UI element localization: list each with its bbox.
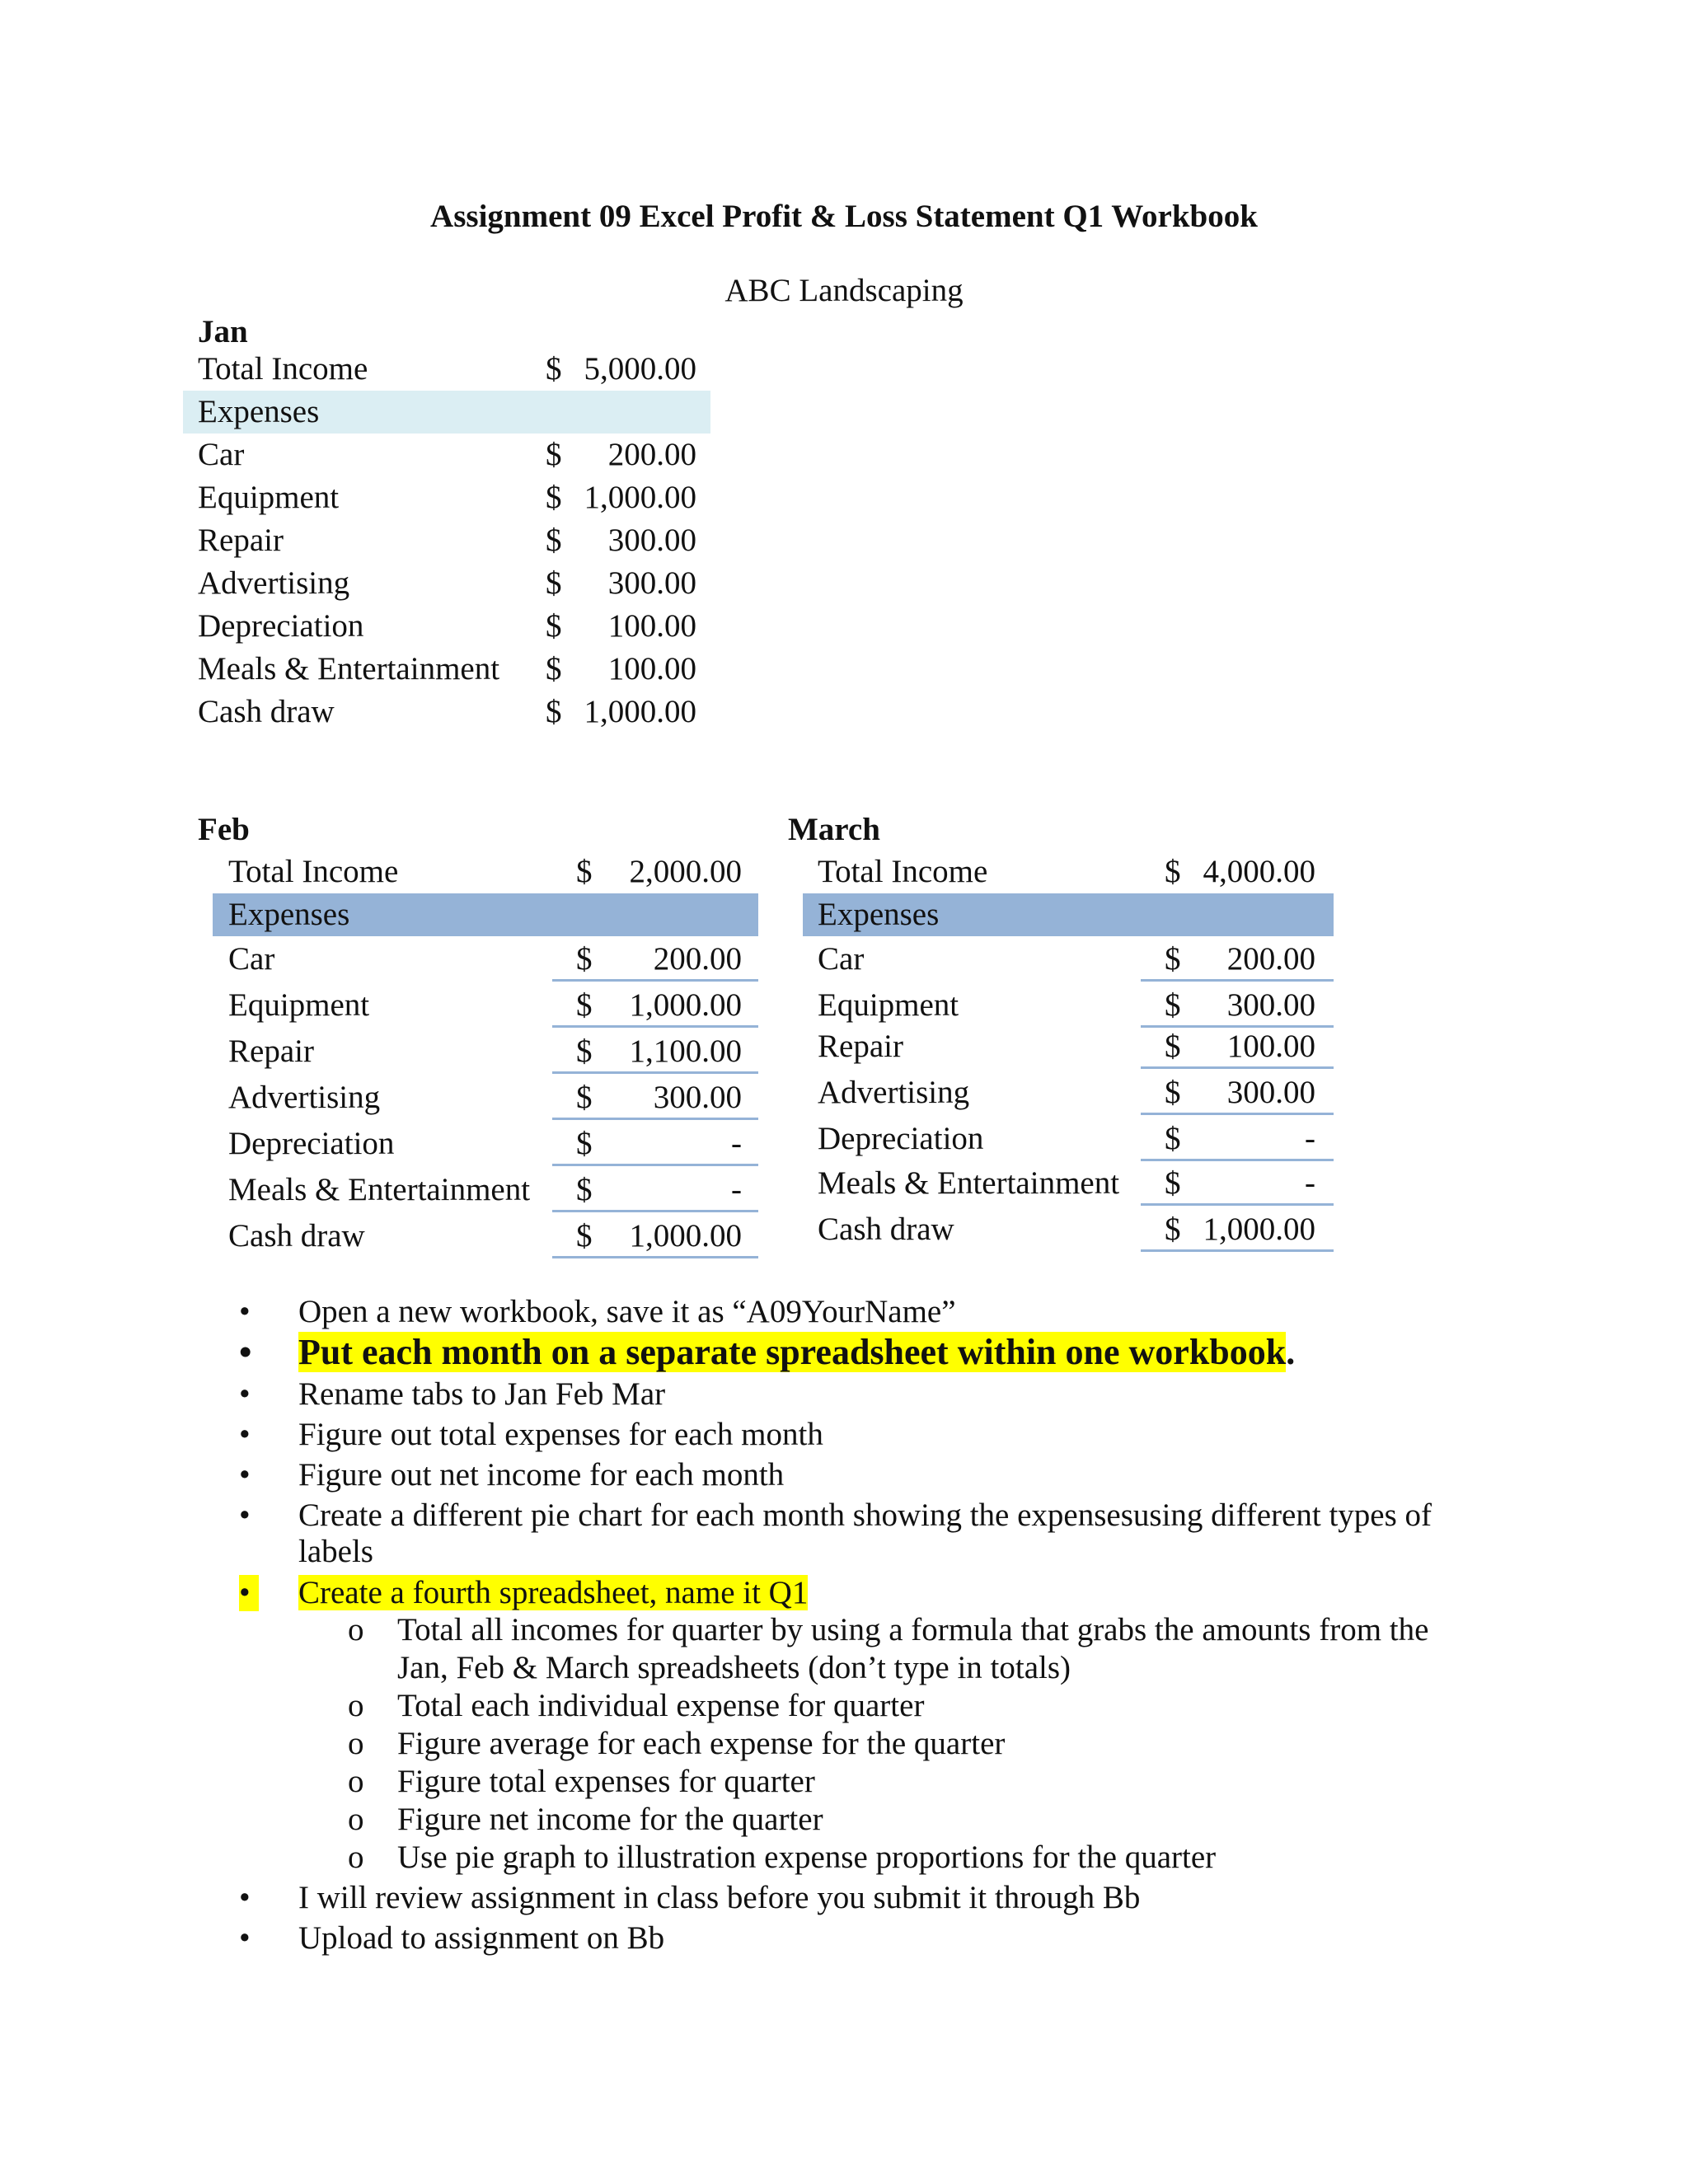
statement-row <box>198 648 696 691</box>
instruction-item <box>239 1920 1475 1957</box>
sub-instruction-text: Figure average for each expense for the quarter <box>397 1726 1006 1761</box>
cell-underline <box>1141 1203 1334 1206</box>
row-label: Meals & Entertainment <box>818 1165 1120 1201</box>
cell-underline <box>1141 979 1334 982</box>
bullet-dot: • <box>239 1457 251 1493</box>
cell-underline <box>552 1210 758 1212</box>
cell-underline <box>1141 1159 1334 1161</box>
statement-row <box>818 851 1315 893</box>
cell-underline <box>1141 1113 1334 1115</box>
row-label: Total Income <box>228 854 399 889</box>
statement-row <box>198 476 696 519</box>
statement-row <box>198 434 696 476</box>
amount-value: 300.00 <box>653 1080 742 1115</box>
bullet-dot: • <box>239 1920 251 1956</box>
currency-symbol: $ <box>576 941 593 977</box>
sub-instruction-item <box>239 1687 1475 1725</box>
row-label: Depreciation <box>198 608 364 644</box>
row-label: Car <box>818 941 865 977</box>
currency-symbol: $ <box>546 651 562 687</box>
statement-row <box>818 1118 1315 1160</box>
row-label: Cash draw <box>228 1218 365 1254</box>
sub-bullet: o <box>348 1802 364 1837</box>
statement-row <box>198 348 696 391</box>
currency-symbol: $ <box>1165 1075 1181 1110</box>
instruction-item <box>239 1330 1475 1375</box>
instruction-item <box>239 1417 1475 1453</box>
statement-row <box>818 1208 1315 1251</box>
cell-underline <box>552 1025 758 1028</box>
row-label: Meals & Entertainment <box>198 651 500 687</box>
row-label: Car <box>228 941 275 977</box>
instruction-text: I will review assignment in class before you submit it through Bb <box>298 1880 1141 1915</box>
currency-symbol: $ <box>1165 941 1181 977</box>
row-label: Meals & Entertainment <box>228 1172 531 1207</box>
row-label: Total Income <box>818 854 988 889</box>
cell-underline <box>552 1164 758 1166</box>
cell-underline <box>1141 1066 1334 1069</box>
sub-bullet: o <box>348 1840 364 1875</box>
row-label: Expenses <box>228 897 350 932</box>
instruction-text: Open a new workbook, save it as “A09YourName” <box>298 1294 956 1329</box>
row-label: Advertising <box>818 1075 970 1110</box>
month-heading-feb: Feb <box>198 812 250 847</box>
bullet-dot: • <box>239 1294 251 1329</box>
currency-symbol: $ <box>546 480 562 515</box>
instruction-text: Put each month on a separate spreadsheet within one workbook <box>298 1332 1287 1372</box>
currency-symbol: $ <box>576 1172 593 1207</box>
company-name: ABC Landscaping <box>724 273 964 308</box>
sub-instruction-text: Total all incomes for quarter by using a formula that grabs the amounts from the Jan, Feb & March spreadsheets (don’t type in totals) <box>397 1612 1429 1685</box>
instruction-suffix: . <box>1286 1332 1296 1372</box>
instruction-item <box>239 1457 1475 1493</box>
row-label: Cash draw <box>198 694 335 729</box>
instruction-item <box>239 1880 1475 1916</box>
row-label: Depreciation <box>818 1121 984 1156</box>
expenses-header-row <box>803 893 1334 936</box>
amount-value: 200.00 <box>1226 941 1315 977</box>
statement-row <box>228 1215 742 1258</box>
instruction-text: Figure out total expenses for each month <box>298 1417 823 1452</box>
amount-value: 300.00 <box>607 565 696 601</box>
instruction-item <box>239 1575 1475 1611</box>
currency-symbol: $ <box>576 1080 593 1115</box>
amount-value: 2,000.00 <box>629 854 742 889</box>
currency-symbol: $ <box>1165 1121 1181 1156</box>
sub-instruction-item <box>239 1725 1475 1763</box>
row-label: Cash draw <box>818 1212 954 1247</box>
amount-value: 1,000.00 <box>629 987 742 1023</box>
statement-row <box>198 691 696 733</box>
statement-row <box>198 519 696 562</box>
amount-value: 100.00 <box>607 608 696 644</box>
amount-value: - <box>1305 1121 1315 1156</box>
row-label: Car <box>198 437 245 472</box>
instruction-text: Upload to assignment on Bb <box>298 1920 665 1956</box>
instruction-list <box>239 1294 1475 1957</box>
instruction-text: Figure out net income for each month <box>298 1457 785 1493</box>
bullet-dot: • <box>239 1880 251 1915</box>
amount-value: 300.00 <box>1226 987 1315 1023</box>
row-label: Equipment <box>228 987 370 1023</box>
amount-value: - <box>1305 1165 1315 1201</box>
row-label: Expenses <box>198 394 320 429</box>
statement-row <box>228 1076 742 1119</box>
bullet-dot: • <box>239 1575 259 1611</box>
row-label: Advertising <box>228 1080 381 1115</box>
amount-value: 5,000.00 <box>584 351 696 387</box>
sub-bullet: o <box>348 1612 364 1647</box>
sub-bullet: o <box>348 1764 364 1799</box>
row-label: Repair <box>818 1029 903 1064</box>
statement-row <box>818 1162 1315 1205</box>
statement-row <box>228 1030 742 1073</box>
cell-underline <box>552 1118 758 1120</box>
statement-row <box>818 1071 1315 1114</box>
document-title: Assignment 09 Excel Profit & Loss Statement Q1 Workbook <box>430 199 1258 234</box>
amount-value: - <box>731 1172 742 1207</box>
currency-symbol: $ <box>1165 1029 1181 1064</box>
statement-row <box>228 1169 742 1212</box>
cell-underline <box>1141 1249 1334 1252</box>
sub-instruction-item <box>239 1801 1475 1839</box>
row-label: Equipment <box>198 480 340 515</box>
amount-value: 300.00 <box>607 523 696 558</box>
amount-value: - <box>731 1126 742 1161</box>
amount-value: 300.00 <box>1226 1075 1315 1110</box>
row-label: Repair <box>198 523 284 558</box>
currency-symbol: $ <box>576 1033 593 1069</box>
bullet-dot: • <box>239 1332 252 1372</box>
sub-instruction-item <box>239 1611 1475 1687</box>
instruction-text: Rename tabs to Jan Feb Mar <box>298 1376 666 1412</box>
month-heading-jan: Jan <box>198 314 248 349</box>
currency-symbol: $ <box>576 854 593 889</box>
statement-row <box>228 984 742 1027</box>
expenses-header-row <box>213 893 758 936</box>
statement-row <box>228 851 742 893</box>
currency-symbol: $ <box>546 694 562 729</box>
sub-instruction-item <box>239 1839 1475 1877</box>
instruction-item <box>239 1294 1475 1330</box>
currency-symbol: $ <box>546 351 562 387</box>
bullet-dot: • <box>239 1417 251 1452</box>
statement-row <box>228 1122 742 1165</box>
amount-value: 200.00 <box>653 941 742 977</box>
amount-value: 200.00 <box>607 437 696 472</box>
instruction-text: Create a different pie chart for each month showing the expensesusing different types of labels <box>298 1497 1432 1569</box>
statement-row <box>198 562 696 605</box>
currency-symbol: $ <box>1165 1212 1181 1247</box>
statement-row <box>198 605 696 648</box>
currency-symbol: $ <box>576 987 593 1023</box>
amount-value: 1,000.00 <box>584 694 696 729</box>
amount-value: 1,000.00 <box>629 1218 742 1254</box>
sub-instruction-text: Total each individual expense for quarter <box>397 1688 925 1723</box>
bullet-dot: • <box>239 1497 251 1533</box>
sub-instruction-item <box>239 1763 1475 1801</box>
currency-symbol: $ <box>546 565 562 601</box>
row-label: Depreciation <box>228 1126 395 1161</box>
amount-value: 1,000.00 <box>1203 1212 1315 1247</box>
row-label: Total Income <box>198 351 368 387</box>
sub-instruction-text: Use pie graph to illustration expense proportions for the quarter <box>397 1840 1217 1875</box>
instruction-text: Create a fourth spreadsheet, name it Q1 <box>298 1575 809 1610</box>
cell-underline <box>552 979 758 982</box>
row-label: Repair <box>228 1033 314 1069</box>
currency-symbol: $ <box>546 608 562 644</box>
amount-value: 100.00 <box>1226 1029 1315 1064</box>
statement-row <box>818 984 1315 1027</box>
month-heading-march: March <box>788 812 880 847</box>
cell-underline <box>552 1071 758 1074</box>
statement-row <box>818 1025 1315 1068</box>
expenses-header-row <box>183 391 710 434</box>
amount-value: 1,000.00 <box>584 480 696 515</box>
currency-symbol: $ <box>576 1218 593 1254</box>
instruction-item <box>239 1497 1475 1570</box>
amount-value: 100.00 <box>607 651 696 687</box>
sub-bullet: o <box>348 1726 364 1761</box>
currency-symbol: $ <box>546 523 562 558</box>
sub-instruction-text: Figure total expenses for quarter <box>397 1764 815 1799</box>
row-label: Expenses <box>818 897 940 932</box>
cell-underline <box>552 1256 758 1258</box>
sub-bullet: o <box>348 1688 364 1723</box>
amount-value: 1,100.00 <box>629 1033 742 1069</box>
currency-symbol: $ <box>1165 854 1181 889</box>
instruction-item <box>239 1376 1475 1413</box>
amount-value: 4,000.00 <box>1203 854 1315 889</box>
statement-row <box>228 938 742 981</box>
statement-row <box>818 938 1315 981</box>
sub-instruction-text: Figure net income for the quarter <box>397 1802 823 1837</box>
currency-symbol: $ <box>1165 987 1181 1023</box>
currency-symbol: $ <box>546 437 562 472</box>
currency-symbol: $ <box>1165 1165 1181 1201</box>
currency-symbol: $ <box>576 1126 593 1161</box>
bullet-dot: • <box>239 1376 251 1412</box>
row-label: Equipment <box>818 987 959 1023</box>
row-label: Advertising <box>198 565 350 601</box>
